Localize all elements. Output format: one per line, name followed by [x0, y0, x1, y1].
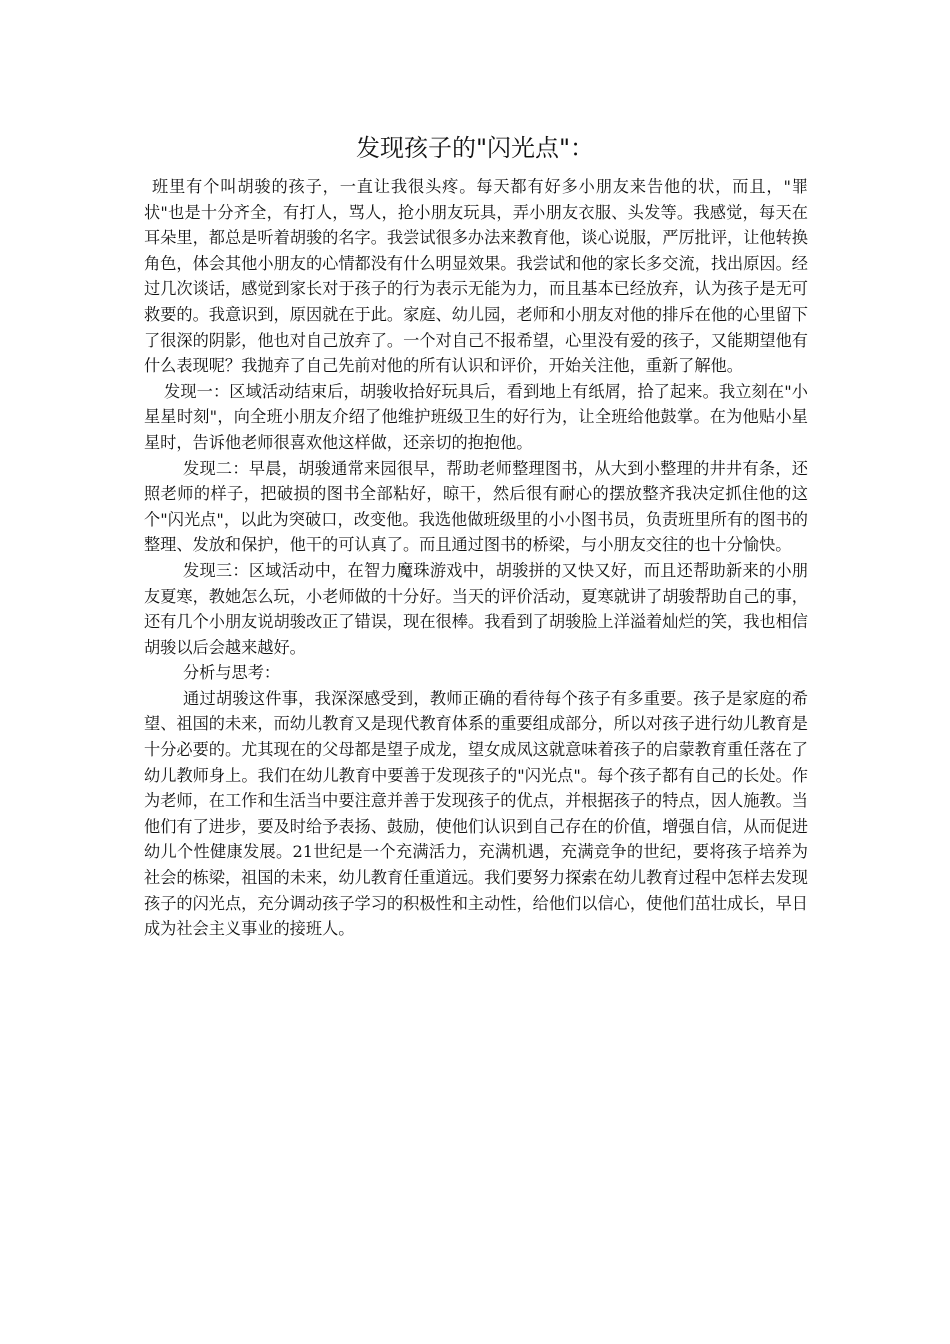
section-heading-analysis: 分析与思考： — [183, 663, 281, 683]
document-title: 发现孩子的"闪光点"： — [355, 134, 595, 162]
paragraph-intro: 班里有个叫胡骏的孩子，一直让我很头疼。每天都有好多小朋友来告他的状，而且，"罪状"也是十分齐全，有打人，骂人，抢小朋友玩具，弄小朋友衣服、头发等。我感觉，每天在耳朵里，都总是听着胡骏的名字。我尝试很多办法来教育他，谈心说服，严厉批评，让他转换角色，体会其他小朋友的心情都没有什么明显效果。我尝试和他的家长多交流，找出原因。经过几次谈话，感觉到家长对于孩子的行为表示无能为力，而且基本已经放弃，认为孩子是无可救要的。我意识到，原因就在于此。家庭、幼儿园，老师和小朋友对他的排斥在他的心里留下了很深的阴影，他也对自己放弃了。一个对自己不报希望，心里没有爱的孩子，又能期望他有什么表现呢？我抛弃了自己先前对他的所有认识和评价，开始关注他，重新了解他。 — [144, 177, 808, 376]
paragraph-discovery-three: 发现三：区域活动中，在智力魔珠游戏中，胡骏拼的又快又好，而且还帮助新来的小朋友夏寒，教她怎么玩，小老师做的十分好。当天的评价活动，夏寒就讲了胡骏帮助自己的事，还有几个小朋友说胡骏改正了错误，现在很棒。我看到了胡骏脸上洋溢着灿烂的笑，我也相信胡骏以后会越来越好。 — [144, 560, 808, 657]
paragraph-analysis: 通过胡骏这件事，我深深感受到，教师正确的看待每个孩子有多重要。孩子是家庭的希望、祖国的未来，而幼儿教育又是现代教育体系的重要组成部分，所以对孩子进行幼儿教育是十分必要的。尤其现在的父母都是望子成龙，望女成凤这就意味着孩子的启蒙教育重任落在了幼儿教师身上。我们在幼儿教育中要善于发现孩子的"闪光点"。每个孩子都有自己的长处。作为老师，在工作和生活当中要注意并善于发现孩子的优点，并根据孩子的特点，因人施教。当他们有了进步，要及时给予表扬、鼓励，使他们认识到自己存在的价值，增强自信，从而促进幼儿个性健康发展。21世纪是一个充满活力，充满机遇，充满竞争的世纪，要将孩子培养为社会的栋梁，祖国的未来，幼儿教育任重道远。我们要努力探索在幼儿教育过程中怎样去发现孩子的闪光点，充分调动孩子学习的积极性和主动性，给他们以信心，使他们茁壮成长，早日成为社会主义事业的接班人。 — [144, 688, 808, 939]
paragraph-discovery-one: 发现一：区域活动结束后，胡骏收拾好玩具后，看到地上有纸屑，拾了起来。我立刻在"小星星时刻"，向全班小朋友介绍了他维护班级卫生的好行为，让全班给他鼓掌。在为他贴小星星时，告诉他老师很喜欢他这样做，还亲切的抱抱他。 — [144, 381, 808, 452]
paragraph-discovery-two: 发现二：早晨，胡骏通常来园很早，帮助老师整理图书，从大到小整理的井井有条，还照老师的样子，把破损的图书全部粘好，晾干，然后很有耐心的摆放整齐我决定抓住他的这个"闪光点"，以此为突破口，改变他。我选他做班级里的小小图书员，负责班里所有的图书的整理、发放和保护，他干的可认真了。而且通过图书的桥梁，与小朋友交往的也十分愉快。 — [144, 458, 808, 555]
document-body — [144, 174, 808, 942]
